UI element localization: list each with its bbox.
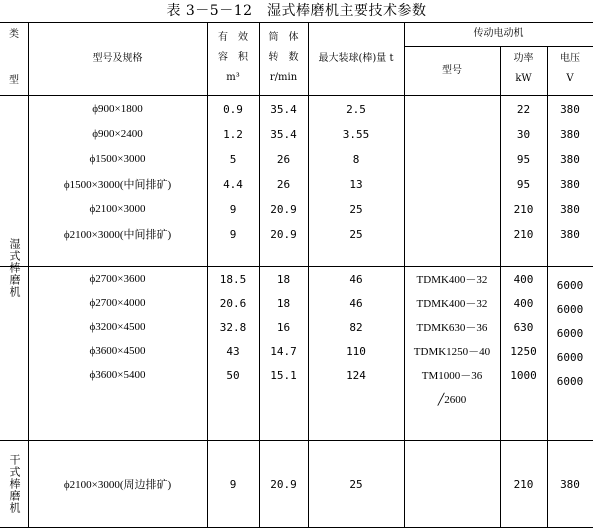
cell-speed: 20.9 (270, 202, 297, 216)
header-voltage-2: V (566, 73, 574, 84)
cell-spec: ϕ3600×4500 (89, 345, 146, 357)
cell-voltage: 380 (560, 127, 580, 141)
cell-power: 210 (513, 477, 534, 491)
cell-motor: TM1000－36 (421, 370, 483, 382)
cell-spec: ϕ3600×5400 (89, 369, 146, 381)
cell-motor-continuation: ╱2600 (437, 393, 467, 406)
group-label-dry (0, 440, 28, 527)
header-power-2: kW (515, 73, 532, 84)
cell-motor: TDMK400－32 (416, 274, 488, 286)
cell-spec: ϕ900×2400 (92, 128, 143, 140)
cell-volume: 9 (229, 202, 237, 216)
cell-power: 210 (513, 227, 534, 241)
header-speed-1: 筒 体 (268, 32, 299, 43)
cell-power: 630 (513, 320, 534, 334)
header-volume-unit: m³ (226, 72, 240, 83)
header-motor-model: 型号 (442, 64, 462, 76)
cell-volume: 4.4 (223, 177, 243, 191)
cell-motor: TDMK1250－40 (413, 346, 491, 358)
cell-speed: 20.9 (270, 477, 297, 491)
cell-load: 2.5 (346, 102, 366, 116)
header-volume-2: 容 积 (218, 52, 248, 63)
cell-power: 1250 (510, 344, 537, 358)
cell-volume: 9 (229, 477, 237, 491)
cell-voltage: 380 (560, 177, 580, 191)
cell-spec: ϕ1500×3000 (89, 153, 146, 165)
rule-dry-top (0, 440, 593, 441)
cell-load: 46 (349, 296, 363, 310)
cell-power: 400 (513, 272, 534, 286)
cell-power: 400 (513, 296, 534, 310)
cell-speed: 14.7 (270, 344, 297, 358)
cell-spec: ϕ2100×3000(周边排矿) (63, 479, 172, 491)
cell-voltage: 380 (560, 152, 580, 166)
cell-speed: 26 (276, 177, 291, 191)
cell-load: 3.55 (342, 127, 370, 141)
cell-load: 124 (346, 368, 366, 382)
cell-motor (404, 197, 500, 221)
cell-voltage: 380 (560, 102, 580, 116)
cell-spec: ϕ2100×3000 (89, 203, 146, 215)
cell-speed: 18 (276, 272, 291, 286)
group-label-dry-text: 干式棒磨机 (8, 453, 21, 514)
cell-spec: ϕ2100×3000(中间排矿) (63, 229, 172, 241)
cell-power: 210 (513, 202, 534, 216)
cell-motor (404, 122, 500, 146)
cell-speed: 35.4 (270, 102, 297, 116)
cell-volume: 0.9 (223, 102, 243, 116)
cell-voltage: 6000 (556, 326, 584, 340)
cell-volume: 9 (229, 227, 237, 241)
cell-power: 22 (516, 102, 531, 116)
cell-speed: 35.4 (270, 127, 297, 141)
cell-motor (404, 472, 500, 496)
cell-motor: TDMK400－32 (416, 298, 488, 310)
cell-motor: TDMK630－36 (416, 322, 488, 334)
cell-voltage: 380 (560, 202, 580, 216)
cell-speed: 20.9 (270, 227, 297, 241)
cell-load: 110 (346, 344, 366, 358)
header-max-load: 最大装球(棒)量 t (318, 52, 394, 64)
cell-spec: ϕ2700×4000 (89, 297, 146, 309)
cell-load: 13 (349, 177, 363, 191)
cell-volume: 18.5 (219, 272, 247, 286)
cell-spec: ϕ3200×4500 (89, 321, 146, 333)
cell-power: 95 (516, 152, 531, 166)
cell-speed: 15.1 (270, 368, 297, 382)
cell-power: 95 (516, 177, 531, 191)
header-motor-group: 传动电动机 (473, 28, 524, 39)
header-type-top: 类 (9, 29, 19, 40)
cell-load: 25 (349, 202, 363, 216)
cell-speed: 18 (276, 296, 291, 310)
header-type-bottom: 型 (9, 75, 19, 86)
cell-speed: 26 (276, 152, 291, 166)
cell-voltage: 380 (560, 477, 580, 491)
group-label-wet-text: 湿式棒磨机 (8, 237, 21, 298)
cell-spec: ϕ1500×3000(中间排矿) (63, 179, 172, 191)
cell-speed: 16 (276, 320, 291, 334)
cell-load: 25 (349, 227, 363, 241)
cell-power: 30 (516, 127, 531, 141)
header-volume-1: 有 效 (218, 32, 248, 43)
cell-load: 82 (349, 320, 363, 334)
header-model-spec: 型号及规格 (92, 52, 143, 64)
cell-motor (404, 147, 500, 171)
cell-load: 25 (349, 477, 363, 491)
cell-volume: 5 (229, 152, 237, 166)
cell-voltage: 6000 (556, 302, 584, 316)
cell-volume: 1.2 (223, 127, 243, 141)
cell-volume: 20.6 (219, 296, 247, 310)
cell-voltage: 6000 (556, 374, 584, 388)
cell-voltage: 380 (560, 227, 580, 241)
cell-load: 8 (352, 152, 360, 166)
cell-load: 46 (349, 272, 363, 286)
header-speed-unit: r/min (269, 72, 298, 83)
parameter-table (0, 22, 593, 528)
cell-motor (404, 172, 500, 196)
header-voltage-1: 电压 (560, 53, 580, 64)
rule-header-bottom (0, 95, 593, 96)
cell-spec: ϕ900×1800 (92, 103, 143, 115)
header-power-1: 功率 (513, 53, 534, 64)
table-title: 表 3－5－12 湿式棒磨机主要技术参数 (166, 3, 427, 19)
cell-voltage: 6000 (556, 278, 584, 292)
cell-motor (404, 97, 500, 121)
cell-motor (404, 222, 500, 246)
cell-spec: ϕ2700×3600 (89, 273, 146, 285)
cell-volume: 50 (226, 368, 240, 382)
cell-volume: 32.8 (219, 320, 247, 334)
cell-power: 1000 (510, 368, 537, 382)
header-speed-2: 转 数 (268, 52, 299, 63)
cell-volume: 43 (226, 344, 240, 358)
cell-voltage: 6000 (556, 350, 584, 364)
group-label-wet (0, 95, 28, 440)
